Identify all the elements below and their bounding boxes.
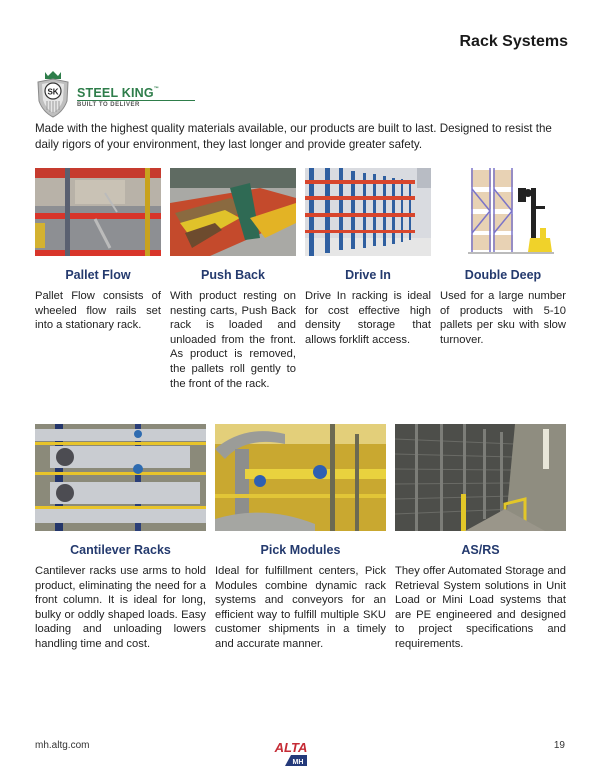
card-title: AS/RS <box>461 543 500 557</box>
pick-modules-photo <box>215 424 386 531</box>
push-back-photo <box>170 168 296 256</box>
products-row-2 <box>35 424 567 652</box>
card-description: Cantilever racks use arms to hold product, eliminating the need for a front column. It is ideal for long, bulky or oddly shaped loads. Easy loading and unloading lowers handling time and cost. <box>35 565 206 650</box>
drive-in-photo <box>305 168 431 256</box>
product-card-pick-modules <box>215 424 386 652</box>
logo-tagline: BUILT TO DELIVER <box>77 102 140 108</box>
card-description: Used for a large number of products with 5-10 pallets per sku with slow turnover. <box>440 290 566 346</box>
card-title: Push Back <box>201 268 265 282</box>
card-description: With product resting on nesting carts, Push Back rack is loaded and unloaded from the front. As product is removed, the pallets roll gently to the front of the rack. <box>170 290 296 390</box>
card-title: Double Deep <box>464 268 542 282</box>
pallet-flow-photo <box>35 168 161 256</box>
shield-crown-icon <box>35 69 71 119</box>
asrs-photo <box>395 424 566 531</box>
product-card-asrs <box>395 424 566 652</box>
product-card-pallet-flow <box>35 168 161 391</box>
alta-mh-logo <box>271 739 311 767</box>
logo-divider <box>77 100 195 101</box>
page-title: Rack Systems <box>459 33 568 50</box>
products-row-1 <box>35 168 567 391</box>
product-card-double-deep <box>440 168 566 391</box>
product-card-push-back <box>170 168 296 391</box>
footer-url[interactable]: mh.altg.com <box>35 740 90 751</box>
card-description: Pallet Flow consists of wheeled flow rails set into a stationary rack. <box>35 290 161 332</box>
card-description: They offer Automated Storage and Retrieval System solutions in Unit Load or Mini Load systems that are PE engineered and designed to project specifications and requirements. <box>395 565 566 650</box>
card-title: Cantilever Racks <box>70 543 171 557</box>
intro-paragraph: Made with the highest quality materials available, our products are built to last. Designed to resist the daily rigors of your environment, they last longer and provide greater safety. <box>35 122 552 151</box>
svg-text:MH: MH <box>292 759 304 766</box>
page-number: 19 <box>553 740 565 751</box>
card-title: Drive In <box>345 268 391 282</box>
product-card-drive-in <box>305 168 431 391</box>
product-card-cantilever-racks <box>35 424 206 652</box>
card-title: Pallet Flow <box>65 268 131 282</box>
steel-king-logo <box>35 69 195 119</box>
svg-text:SK: SK <box>47 87 59 97</box>
cantilever-racks-photo <box>35 424 206 531</box>
svg-text:ALTA: ALTA <box>274 740 308 755</box>
card-description: Drive In racking is ideal for cost effective high density storage that allows forklift access. <box>305 290 431 346</box>
logo-wordmark: STEEL KING™ <box>77 86 159 100</box>
double-deep-illustration <box>440 168 566 256</box>
card-description: Ideal for fulfillment centers, Pick Modules combine dynamic rack systems and conveyors for an efficient way to fulfill multiple SKU customer shipments in a timely and accurate manner. <box>215 565 386 650</box>
card-title: Pick Modules <box>260 543 341 557</box>
